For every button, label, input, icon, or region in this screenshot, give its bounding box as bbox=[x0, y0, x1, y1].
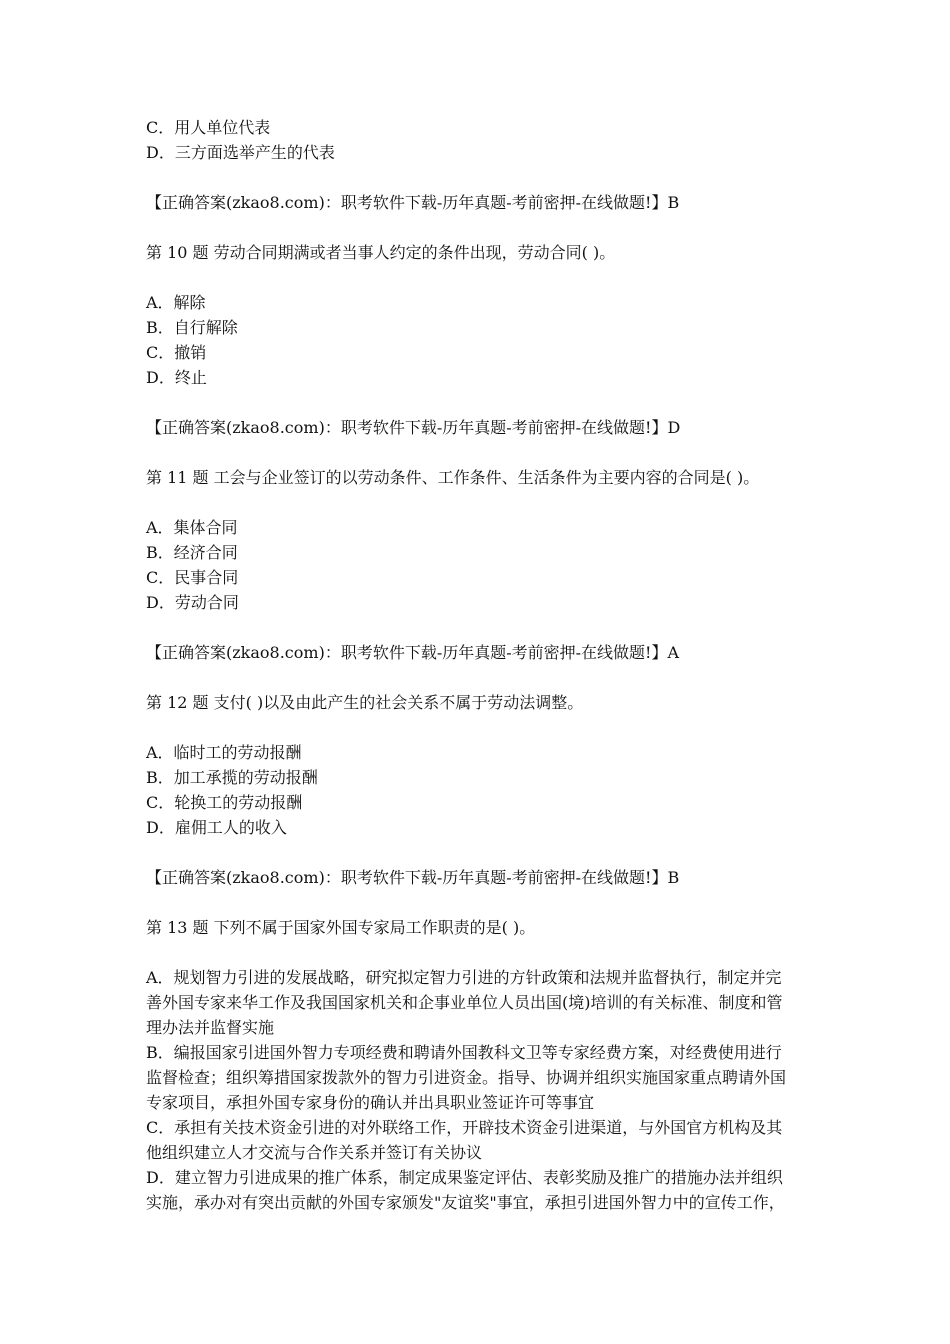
question-10: 第 10 题 劳动合同期满或者当事人约定的条件出现，劳动合同( )。 bbox=[146, 243, 616, 262]
option-a bbox=[146, 965, 816, 1040]
answer-line: 【正确答案(zkao8.com)：职考软件下载-历年真题-考前密押-在线做题!】A bbox=[146, 643, 680, 662]
option-d: D．劳动合同 bbox=[146, 593, 239, 612]
option-d: D．三方面选举产生的代表 bbox=[146, 143, 335, 162]
option-d: D．雇佣工人的收入 bbox=[146, 818, 287, 837]
option-d bbox=[146, 1165, 816, 1215]
option-a-line: A．规划智力引进的发展战略，研究拟定智力引进的方针政策和法规并监督执行，制定并完 bbox=[146, 968, 782, 987]
option-b bbox=[146, 1040, 816, 1115]
option-c-line: C．承担有关技术资金引进的对外联络工作，开辟技术资金引进渠道，与外国官方机构及其 bbox=[146, 1118, 783, 1137]
option-b: B．自行解除 bbox=[146, 318, 238, 337]
option-c: C．轮换工的劳动报酬 bbox=[146, 793, 303, 812]
option-b: B．经济合同 bbox=[146, 543, 238, 562]
option-b-line: 监督检查；组织筹措国家拨款外的智力引进资金。指导、协调并组织实施国家重点聘请外国 bbox=[146, 1068, 787, 1087]
option-c: C．用人单位代表 bbox=[146, 118, 271, 137]
option-c: C．民事合同 bbox=[146, 568, 239, 587]
answer-line: 【正确答案(zkao8.com)：职考软件下载-历年真题-考前密押-在线做题!】B bbox=[146, 193, 680, 212]
option-b-line: 专家项目，承担外国专家身份的确认并出具职业签证许可等事宜 bbox=[146, 1093, 595, 1112]
option-b: B．加工承揽的劳动报酬 bbox=[146, 768, 318, 787]
answer-line: 【正确答案(zkao8.com)：职考软件下载-历年真题-考前密押-在线做题!】B bbox=[146, 868, 680, 887]
option-d-line: D．建立智力引进成果的推广体系，制定成果鉴定评估、表彰奖励及推广的措施办法并组织 bbox=[146, 1168, 783, 1187]
document-page bbox=[146, 115, 816, 1215]
option-a: A．临时工的劳动报酬 bbox=[146, 743, 302, 762]
option-d: D．终止 bbox=[146, 368, 207, 387]
option-c-line: 他组织建立人才交流与合作关系并签订有关协议 bbox=[146, 1143, 483, 1162]
question-11: 第 11 题 工会与企业签订的以劳动条件、工作条件、生活条件为主要内容的合同是( )。 bbox=[146, 468, 760, 487]
option-a-line: 善外国专家来华工作及我国国家机关和企事业单位人员出国(境)培训的有关标准、制度和管 bbox=[146, 993, 783, 1012]
option-a-line: 理办法并监督实施 bbox=[146, 1018, 275, 1037]
option-c: C．撤销 bbox=[146, 343, 207, 362]
option-b-line: B．编报国家引进国外智力专项经费和聘请外国教科文卫等专家经费方案，对经费使用进行 bbox=[146, 1043, 782, 1062]
question-13: 第 13 题 下列不属于国家外国专家局工作职责的是( )。 bbox=[146, 918, 536, 937]
option-d-line: 实施，承办对有突出贡献的外国专家颁发"友谊奖"事宜，承担引进国外智力中的宣传工作， bbox=[146, 1193, 785, 1212]
answer-line: 【正确答案(zkao8.com)：职考软件下载-历年真题-考前密押-在线做题!】D bbox=[146, 418, 681, 437]
option-c bbox=[146, 1115, 816, 1165]
option-a: A．解除 bbox=[146, 293, 206, 312]
option-a: A．集体合同 bbox=[146, 518, 238, 537]
question-12: 第 12 题 支付( )以及由此产生的社会关系不属于劳动法调整。 bbox=[146, 693, 584, 712]
